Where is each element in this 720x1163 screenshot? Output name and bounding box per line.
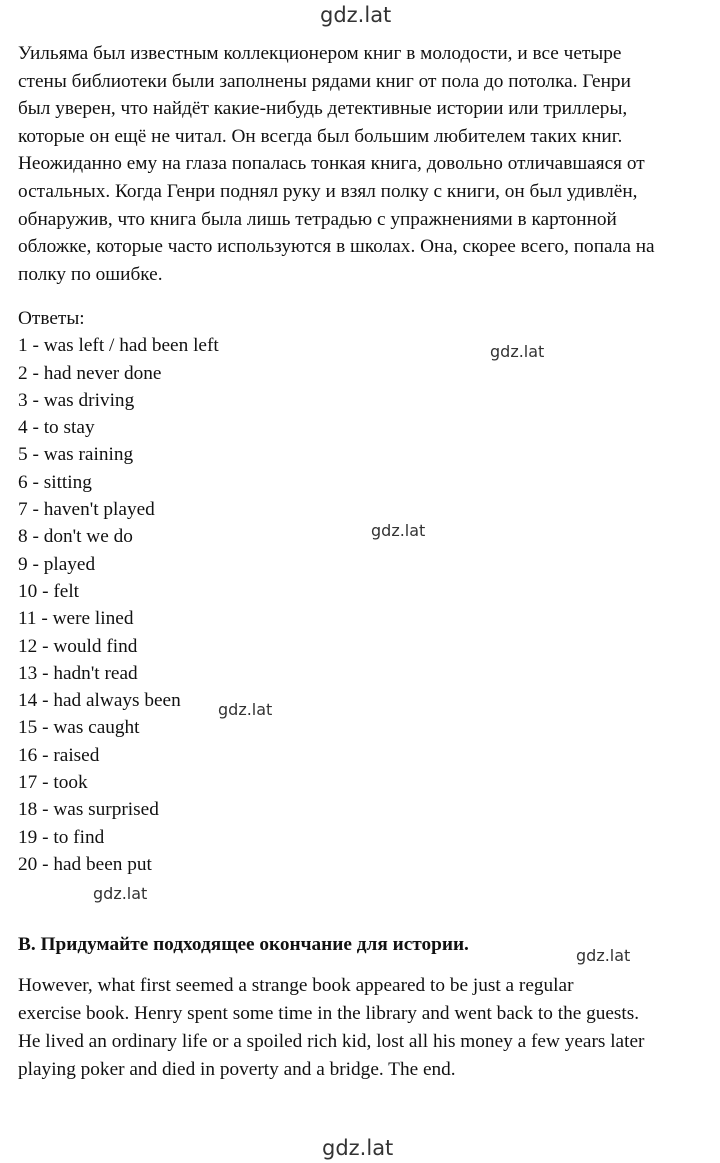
answer-item-9: 9 - played (18, 553, 96, 575)
answer-item-5: 5 - was raining (18, 444, 134, 466)
watermark-c: gdz.lat (218, 700, 273, 719)
answer-item-11: 11 - were lined (18, 608, 134, 630)
watermark-a: gdz.lat (490, 342, 545, 361)
translation-paragraph: Уильяма был известным коллекционером книг в молодости, и все четыре стены библиотеки были заполнены рядами книг от пола до потолка. Генри был уверен, что найдёт какие-нибудь детективные истории или триллеры, которые он ещё не читал. Он всегда был большим любителем таких книг. Неожиданно ему на глаза попалась тонкая книга, довольно отличавшаяся от остальных. Когда Генри поднял руку и взял полку с книги, он был удивлён, обнаружив, что книга была лишь тетрадью с упражнениями в картонной обложке, которые часто используются в школах. Она, скорее всего, попала на полку по ошибке. (18, 43, 655, 285)
watermark-e: gdz.lat (576, 946, 631, 965)
answer-item-7: 7 - haven't played (18, 499, 155, 521)
watermark-top: gdz.lat (320, 3, 392, 27)
answer-item-18: 18 - was surprised (18, 799, 159, 821)
answer-item-16: 16 - raised (18, 744, 100, 766)
answer-item-13: 13 - hadn't read (18, 662, 138, 684)
answer-item-20: 20 - had been put (18, 853, 152, 875)
answer-item-8: 8 - don't we do (18, 526, 133, 548)
answer-item-4: 4 - to stay (18, 417, 95, 439)
answer-item-1: 1 - was left / had been left (18, 335, 219, 357)
answers-list (18, 305, 418, 878)
answer-item-17: 17 - took (18, 772, 88, 794)
section-b-title: B. Придумайте подходящее окончание для истории. (18, 934, 469, 955)
answer-item-19: 19 - to find (18, 826, 105, 848)
answer-item-10: 10 - felt (18, 580, 80, 602)
answer-item-12: 12 - would find (18, 635, 138, 657)
answer-item-14: 14 - had always been (18, 690, 181, 712)
answer-item-15: 15 - was caught (18, 717, 140, 739)
answer-item-6: 6 - sitting (18, 471, 92, 493)
watermark-bottom: gdz.lat (322, 1136, 394, 1160)
answer-item-3: 3 - was driving (18, 389, 135, 411)
watermark-b: gdz.lat (371, 521, 426, 540)
answers-title: Ответы: (18, 308, 85, 329)
story-ending-paragraph: However, what first seemed a strange book appeared to be just a regular exercise book. Henry spent some time in the library and went back to the guests. He lived an ordinary life or a spoiled rich kid, lost all his money a few years later playing poker and died in poverty and a bridge. The end. (18, 975, 645, 1080)
watermark-d: gdz.lat (93, 884, 148, 903)
answer-item-2: 2 - had never done (18, 362, 162, 384)
